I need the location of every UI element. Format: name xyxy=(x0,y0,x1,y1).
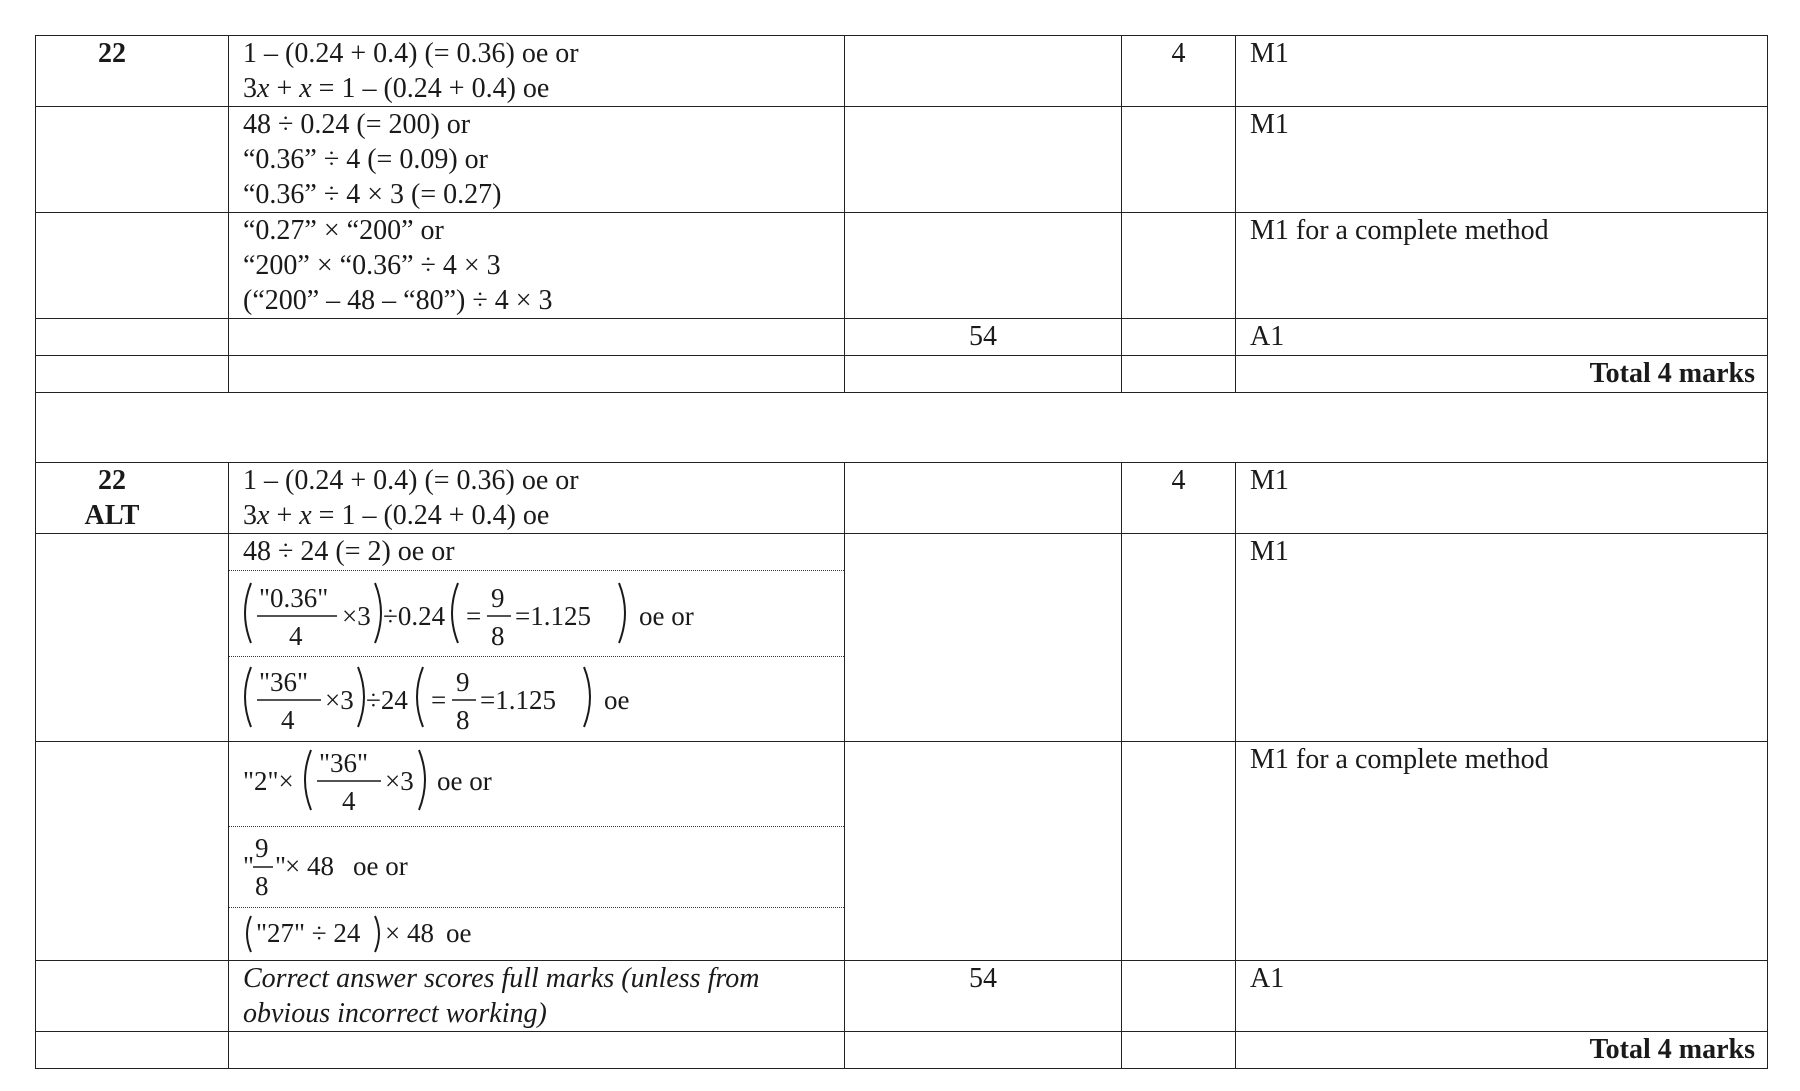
mark-scheme-table xyxy=(35,35,1768,1069)
mark-cell xyxy=(1122,534,1236,742)
svg-text:"36": "36" xyxy=(259,667,309,697)
svg-text:oe: oe xyxy=(446,918,472,948)
fraction-expression xyxy=(229,657,843,741)
working-cell xyxy=(229,463,845,534)
svg-text:8: 8 xyxy=(255,871,269,901)
svg-text:oe or: oe or xyxy=(353,851,408,881)
table-row xyxy=(36,961,1768,1032)
question-cell xyxy=(36,213,229,319)
working-cell xyxy=(229,534,845,742)
svg-text:9: 9 xyxy=(456,667,470,697)
working-line: 48 ÷ 0.24 (= 200) or xyxy=(243,109,471,140)
mark-cell: 4 xyxy=(1122,463,1236,534)
mark-cell xyxy=(1122,1032,1236,1069)
working-cell xyxy=(229,742,845,961)
working-line: “0.36” ÷ 4 (= 0.09) or xyxy=(243,144,488,175)
answer-cell xyxy=(845,36,1122,107)
answer-cell xyxy=(845,1032,1122,1069)
spacer-row xyxy=(36,393,1768,463)
svg-text:"27" ÷ 24: "27" ÷ 24 xyxy=(256,918,361,948)
total-marks: Total 4 marks xyxy=(1236,356,1768,393)
answer-cell xyxy=(845,356,1122,393)
svg-text:÷0.24: ÷0.24 xyxy=(383,601,446,631)
total-marks: Total 4 marks xyxy=(1236,1032,1768,1069)
working-cell xyxy=(229,1032,845,1069)
question-cell xyxy=(36,534,229,742)
question-number: 22 xyxy=(36,36,229,107)
mark-cell xyxy=(1122,107,1236,213)
question-number xyxy=(36,463,229,534)
mark-cell xyxy=(1122,742,1236,961)
question-alt-label: ALT xyxy=(84,500,140,531)
working-line: “0.27” × “200” or xyxy=(243,215,444,246)
table-row xyxy=(36,742,1768,961)
table-row xyxy=(36,356,1768,393)
working-expression xyxy=(229,827,844,908)
svg-text:=: = xyxy=(431,685,447,715)
svg-text:": " xyxy=(243,851,255,881)
svg-text:=1.125: =1.125 xyxy=(515,601,591,631)
working-cell xyxy=(229,107,845,213)
working-expression xyxy=(229,742,844,827)
question-cell xyxy=(36,319,229,356)
working-line: 3x + x = 1 – (0.24 + 0.4) oe xyxy=(243,500,550,531)
mark-cell: 4 xyxy=(1122,36,1236,107)
svg-text:4: 4 xyxy=(289,621,303,651)
svg-text:×3: ×3 xyxy=(385,766,414,796)
working-expression xyxy=(229,657,844,741)
svg-text:=1.125: =1.125 xyxy=(480,685,556,715)
notes-cell: M1 for a complete method xyxy=(1236,742,1768,961)
bracket-expression xyxy=(229,908,843,960)
notes-cell: M1 xyxy=(1236,534,1768,742)
answer-cell xyxy=(845,107,1122,213)
working-expression xyxy=(229,908,844,960)
answer-cell: 54 xyxy=(845,961,1122,1032)
table-row xyxy=(36,36,1768,107)
notes-cell: A1 xyxy=(1236,319,1768,356)
table-row xyxy=(36,1032,1768,1069)
notes-cell: M1 xyxy=(1236,107,1768,213)
svg-text:4: 4 xyxy=(281,705,295,735)
mark-cell xyxy=(1122,319,1236,356)
question-cell xyxy=(36,961,229,1032)
fraction-expression xyxy=(229,571,843,656)
question-number-value: 22 xyxy=(98,465,126,496)
working-line: 1 – (0.24 + 0.4) (= 0.36) oe or xyxy=(243,38,579,69)
answer-cell xyxy=(845,463,1122,534)
table-row xyxy=(36,463,1768,534)
table-row xyxy=(36,319,1768,356)
question-cell xyxy=(36,742,229,961)
svg-text:÷24: ÷24 xyxy=(366,685,408,715)
question-cell xyxy=(36,1032,229,1069)
answer-cell: 54 xyxy=(845,319,1122,356)
table-row xyxy=(36,213,1768,319)
svg-text:9: 9 xyxy=(491,583,505,613)
svg-text:"2"×: "2"× xyxy=(243,766,294,796)
working-line: “200” × “0.36” ÷ 4 × 3 xyxy=(243,250,501,281)
working-cell: Correct answer scores full marks (unless from obvious incorrect working) xyxy=(229,961,845,1032)
working-line: 48 ÷ 24 (= 2) oe or xyxy=(229,534,844,571)
spacer-cell xyxy=(36,393,1768,463)
svg-text:8: 8 xyxy=(491,621,505,651)
svg-text:× 48: × 48 xyxy=(385,918,434,948)
svg-text:=: = xyxy=(466,601,482,631)
question-cell xyxy=(36,356,229,393)
svg-text:oe or: oe or xyxy=(639,601,694,631)
notes-cell: M1 for a complete method xyxy=(1236,213,1768,319)
fraction-expression xyxy=(229,742,843,826)
svg-text:×3: ×3 xyxy=(342,601,371,631)
notes-cell: A1 xyxy=(1236,961,1768,1032)
question-cell xyxy=(36,107,229,213)
svg-text:8: 8 xyxy=(456,705,470,735)
svg-text:×3: ×3 xyxy=(325,685,354,715)
answer-cell xyxy=(845,213,1122,319)
working-line: 3x + x = 1 – (0.24 + 0.4) oe xyxy=(243,73,550,104)
working-cell xyxy=(229,319,845,356)
svg-text:4: 4 xyxy=(342,786,356,816)
working-cell xyxy=(229,213,845,319)
notes-cell: M1 xyxy=(1236,36,1768,107)
working-line: (“200” – 48 – “80”) ÷ 4 × 3 xyxy=(243,285,553,316)
working-cell xyxy=(229,356,845,393)
table-row xyxy=(36,534,1768,742)
table-row xyxy=(36,107,1768,213)
svg-text:oe or: oe or xyxy=(437,766,492,796)
svg-text:9: 9 xyxy=(255,833,269,863)
mark-cell xyxy=(1122,213,1236,319)
mark-cell xyxy=(1122,356,1236,393)
working-cell xyxy=(229,36,845,107)
notes-cell: M1 xyxy=(1236,463,1768,534)
fraction-expression xyxy=(229,827,843,907)
answer-cell xyxy=(845,742,1122,961)
working-expression xyxy=(229,571,844,657)
svg-text:": " xyxy=(275,851,287,881)
mark-cell xyxy=(1122,961,1236,1032)
svg-text:oe: oe xyxy=(604,685,630,715)
svg-text:"0.36": "0.36" xyxy=(259,583,329,613)
working-line: “0.36” ÷ 4 × 3 (= 0.27) xyxy=(243,179,502,210)
svg-text:"36": "36" xyxy=(319,748,369,778)
working-line: 1 – (0.24 + 0.4) (= 0.36) oe or xyxy=(243,465,579,496)
svg-text:× 48: × 48 xyxy=(285,851,334,881)
answer-cell xyxy=(845,534,1122,742)
